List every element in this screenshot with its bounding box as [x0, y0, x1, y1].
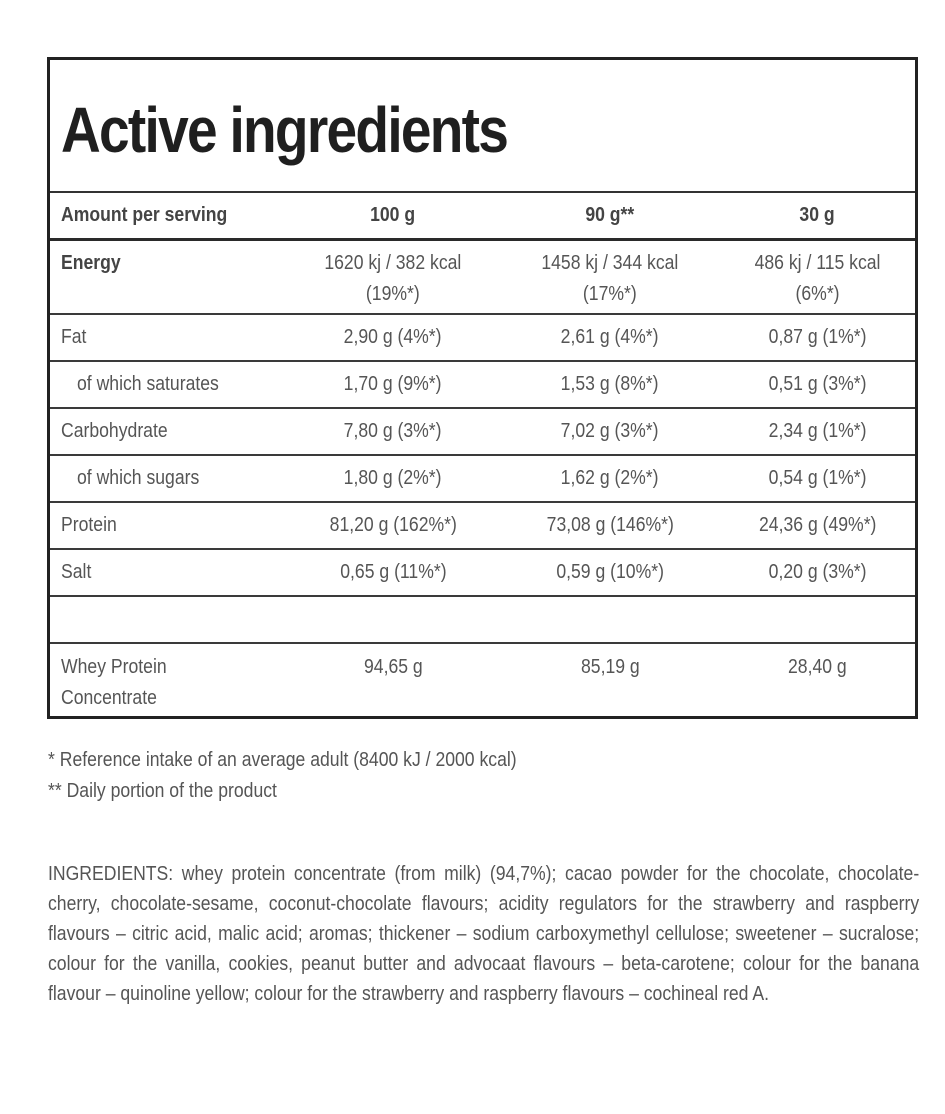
cell-value: 1,62 g (2%*) [500, 455, 720, 502]
cell-value: 24,36 g (49%*) [720, 502, 915, 549]
cell-value [500, 596, 720, 643]
cell-value: 2,61 g (4%*) [500, 314, 720, 361]
cell-value: 81,20 g (162%*) [286, 502, 500, 549]
table-row-fat [50, 314, 915, 361]
cell-value: 1,53 g (8%*) [500, 361, 720, 408]
cell-value: 73,08 g (146%*) [500, 502, 720, 549]
footnote-daily-portion: ** Daily portion of the product [48, 780, 277, 802]
cell-value: 0,87 g (1%*) [720, 314, 915, 361]
cell-value: 486 kj / 115 kcal (6%*) [720, 240, 915, 314]
cell-value [286, 596, 500, 643]
cell-value: 0,54 g (1%*) [720, 455, 915, 502]
table-row-spacer [50, 596, 915, 643]
cell-value: 0,59 g (10%*) [500, 549, 720, 596]
cell-value: 0,51 g (3%*) [720, 361, 915, 408]
table-row-carbohydrate [50, 408, 915, 455]
cell-value: 2,90 g (4%*) [286, 314, 500, 361]
table-row-saturates [50, 361, 915, 408]
cell-value [720, 596, 915, 643]
table-row-sugars [50, 455, 915, 502]
cell-value: 2,34 g (1%*) [720, 408, 915, 455]
row-label: Whey Protein Concentrate [61, 655, 167, 709]
row-label [50, 596, 286, 643]
cell-value: 85,19 g [580, 655, 640, 678]
nutrition-panel [47, 57, 918, 719]
cell-value: 0,65 g (11%*) [286, 549, 500, 596]
footnotes [48, 745, 581, 807]
nutrition-table [50, 193, 915, 719]
cell-value: 1620 kj / 382 kcal (19%*) [286, 240, 500, 314]
cell-value: 94,65 g [363, 655, 423, 678]
cell-value: 1,80 g (2%*) [286, 455, 500, 502]
header-col-100g: 100 g [286, 193, 500, 240]
page-title: Active ingredients [61, 93, 508, 166]
cell-value: 28,40 g [788, 655, 847, 678]
header-col-90g: 90 g** [500, 193, 720, 240]
cell-value: 1458 kj / 344 kcal (17%*) [500, 240, 720, 314]
cell-value: 7,80 g (3%*) [286, 408, 500, 455]
header-col-30g: 30 g [720, 193, 915, 240]
row-label: of which sugars [50, 455, 286, 502]
row-label: Carbohydrate [50, 408, 286, 455]
title-row [50, 60, 915, 193]
row-label: Energy [50, 240, 286, 314]
ingredients-text: INGREDIENTS: whey protein concentrate (from milk) (94,7%); cacao powder for the chocolate, chocolate-cherry, chocolate-sesame, coconut-chocolate flavours; acidity regulators for the strawberry and raspberry flavours – citric acid, malic acid; aromas; thickener – sodium carboxymethyl cellulose; sweetener – sucralose; colour for the vanilla, cookies, peanut butter and advocaat flavours – beta-carotene; colour for the banana flavour – quinoline yellow; colour for the strawberry and raspberry flavours – cochineal red A. [48, 863, 920, 1005]
table-row-protein [50, 502, 915, 549]
row-label: of which saturates [50, 361, 286, 408]
table-row-energy [50, 240, 915, 314]
header-label: Amount per serving [50, 193, 286, 240]
footnote-reference-intake: * Reference intake of an average adult (8400 kJ / 2000 kcal) [48, 749, 517, 771]
cell-value: 0,20 g (3%*) [720, 549, 915, 596]
row-label: Salt [50, 549, 286, 596]
cell-value: 7,02 g (3%*) [500, 408, 720, 455]
row-label: Fat [50, 314, 286, 361]
table-header-row [50, 193, 915, 240]
table-row-salt [50, 549, 915, 596]
row-label: Protein [50, 502, 286, 549]
table-row-whey-protein-concentrate [50, 643, 915, 719]
cell-value: 1,70 g (9%*) [286, 361, 500, 408]
